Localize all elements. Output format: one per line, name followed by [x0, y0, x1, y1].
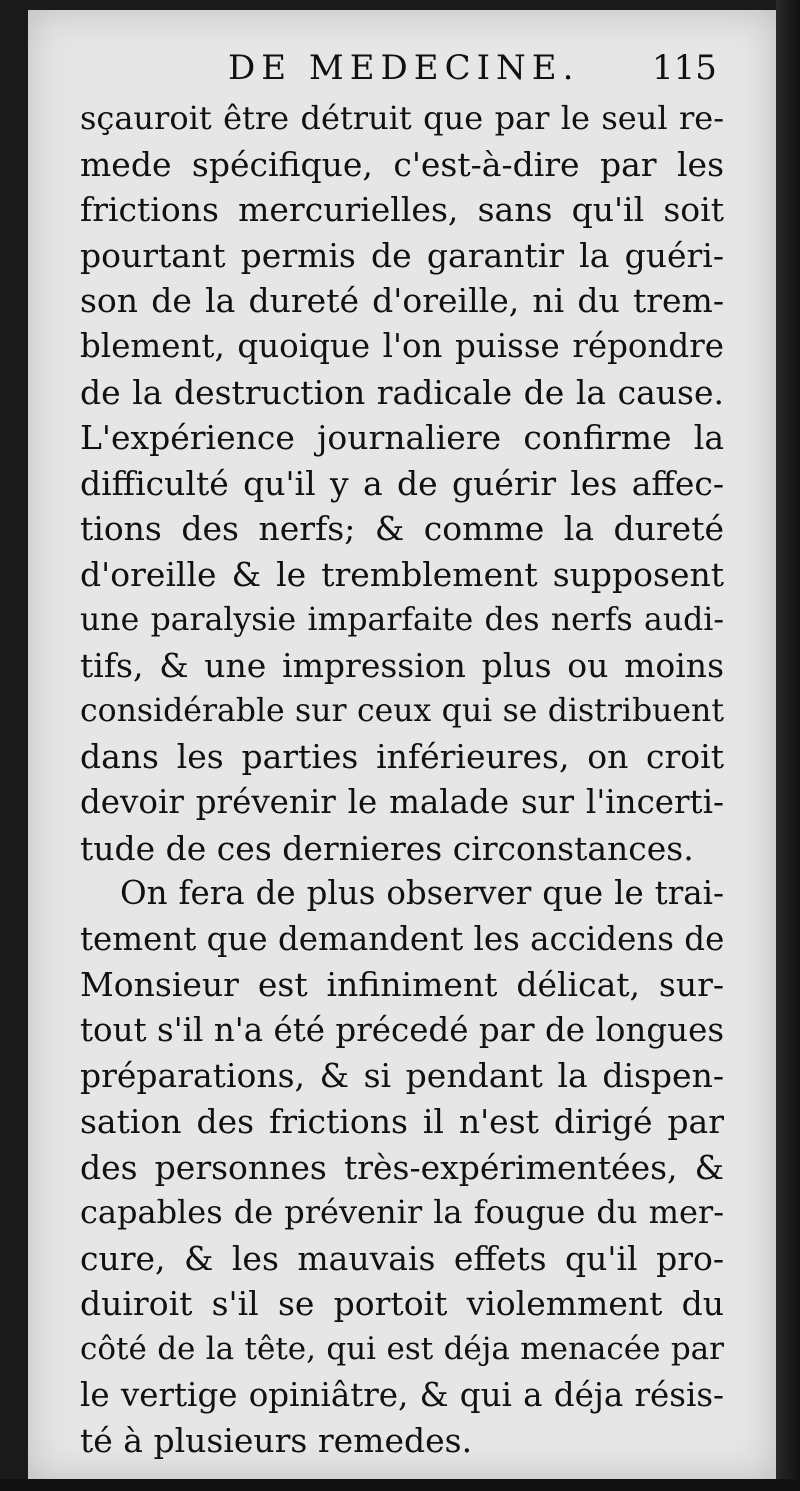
text-line: une paralysie imparfaite des nerfs audi-: [80, 601, 724, 638]
text-line: L'expérience journaliere confirme la: [80, 418, 724, 458]
text-line: dans les parties inférieures, on croit: [80, 737, 724, 777]
text-line: le vertige opiniâtre, & qui a déja résis-: [80, 1375, 724, 1414]
page-bottom-shadow: [0, 1479, 800, 1491]
text-line: cure, & les mauvais effets qu'il pro-: [80, 1238, 724, 1278]
text-line: sçauroit être détruit que par le seul re-: [80, 99, 724, 137]
text-line: mede spécifique, c'est-à-dire par les: [80, 144, 724, 184]
text-line: considérable sur ceux qui se distribuent: [80, 692, 724, 729]
running-title: DE MEDECINE.: [228, 48, 580, 88]
text-line: tement que demandent les accidens de: [80, 919, 724, 958]
text-line: difficulté qu'il y a de guérir les affec-: [80, 463, 724, 503]
text-line: préparations, & si pendant la dispen-: [80, 1056, 724, 1096]
text-line: devoir prévenir le malade sur l'incerti-: [80, 782, 724, 821]
text-line: On fera de plus observer que le trai-: [120, 874, 724, 913]
text-line: tout s'il n'a été précedé par de longues: [80, 1010, 724, 1049]
text-line: frictions mercurielles, sans qu'il soit: [80, 190, 724, 230]
text-line: tude de ces dernieres circonstances.: [80, 828, 694, 868]
text-line: son de la dureté d'oreille, ni du trem-: [80, 281, 724, 321]
paragraph-1: [80, 96, 724, 871]
text-line: sation des frictions il n'est dirigé par: [80, 1102, 724, 1142]
text-line: duiroit s'il se portoit violemment du: [80, 1284, 724, 1324]
text-line: capables de prévenir la fougue du mer-: [80, 1193, 724, 1232]
text-line: blement, quoique l'on puisse répondre: [80, 326, 724, 365]
text-line: de la destruction radicale de la cause.: [80, 372, 724, 412]
text-line: pourtant permis de garantir la guéri-: [80, 235, 724, 275]
text-line: Monsieur est infiniment délicat, sur-: [80, 965, 724, 1005]
text-line: té à plusieurs remedes.: [80, 1421, 473, 1461]
text-line: côté de la tête, qui est déja menacée par: [80, 1331, 724, 1368]
text-line: tions des nerfs; & comme la dureté: [80, 509, 724, 549]
paragraph-2: [80, 871, 724, 1464]
page-edge-shadow: [776, 0, 800, 1491]
text-line: d'oreille & le tremblement supposent: [80, 554, 724, 594]
page-number: 115: [652, 48, 717, 88]
body-text: [80, 96, 724, 1464]
text-line: des personnes très-expérimentées, &: [80, 1147, 724, 1187]
text-line: tifs, & une impression plus ou moins: [80, 646, 724, 686]
